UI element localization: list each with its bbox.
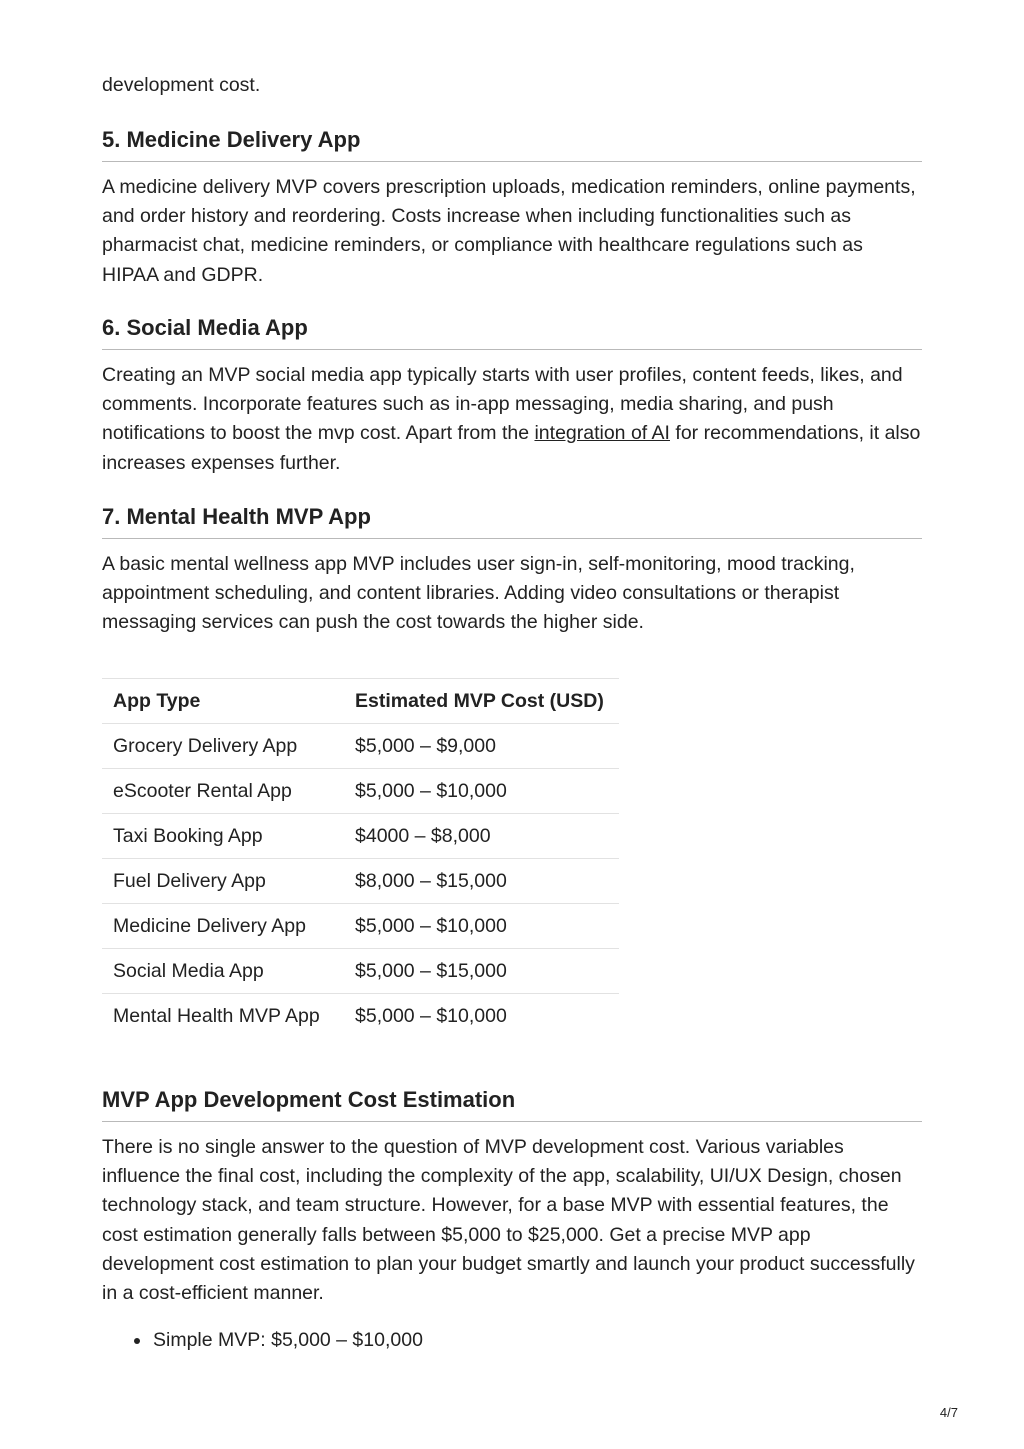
section-title-cost-estimation: MVP App Development Cost Estimation <box>102 1085 922 1122</box>
table-cell-cost: $5,000 – $10,000 <box>344 994 619 1039</box>
table-cell-cost: $5,000 – $10,000 <box>344 769 619 814</box>
section-body-social-media <box>102 361 922 478</box>
table-row <box>102 724 619 769</box>
list-item <box>102 1326 922 1355</box>
table-cell-cost: $8,000 – $15,000 <box>344 859 619 904</box>
table-cell-cost: $5,000 – $10,000 <box>344 904 619 949</box>
table-row <box>102 949 619 994</box>
table-cell-cost: $4000 – $8,000 <box>344 814 619 859</box>
table-header-app-type: App Type <box>102 679 344 724</box>
body-text-before-link: Creating an MVP social media app typically starts with user profiles, content feeds, likes, and comments. Incorporate features such as in-app messaging, media sharing, and push notifications to boost the mvp cost. Apart from the <box>102 364 903 445</box>
cost-bullet-list <box>102 1326 922 1355</box>
intro-text: development cost. <box>102 74 261 96</box>
table-row <box>102 904 619 949</box>
section-body-cost-estimation: There is no single answer to the question of MVP development cost. Various variables influence the final cost, including the complexity of the app, scalability, UI/UX Design, chosen technology stack, and team structure. However, for a base MVP with essential features, the cost estimation generally falls between $5,000 to $25,000. Get a precise MVP app development cost estimation to plan your budget smartly and launch your product successfully in a cost-efficient manner. <box>102 1136 915 1305</box>
section-body-mental-health: A basic mental wellness app MVP includes user sign-in, self-monitoring, mood tracking, appointment scheduling, and content libraries. Adding video consultations or therapist messaging services can push the cost towards the higher side. <box>102 553 855 634</box>
table-row <box>102 994 619 1039</box>
table-cell-app-type: Taxi Booking App <box>102 814 344 859</box>
table-cell-app-type: Medicine Delivery App <box>102 904 344 949</box>
table-header-row <box>102 679 619 724</box>
table-cell-app-type: eScooter Rental App <box>102 769 344 814</box>
body-text-after-link: for recommendations, it also increases expenses further. <box>102 422 921 474</box>
table-header-estimated-cost: Estimated MVP Cost (USD) <box>344 679 619 724</box>
list-item-text: Simple MVP: $5,000 – $10,000 <box>153 1329 423 1351</box>
table-cell-cost: $5,000 – $15,000 <box>344 949 619 994</box>
table-row <box>102 859 619 904</box>
section-body-medicine-delivery: A medicine delivery MVP covers prescription uploads, medication reminders, online payments, and order history and reordering. Costs increase when including functionalities such as pharmacist chat, medicine reminders, or compliance with healthcare regulations such as HIPAA and GDPR. <box>102 176 916 286</box>
integration-of-ai-link[interactable]: integration of AI <box>534 422 670 445</box>
section-title-medicine-delivery: 5. Medicine Delivery App <box>102 125 922 162</box>
section-title-social-media: 6. Social Media App <box>102 313 922 350</box>
table-cell-app-type: Fuel Delivery App <box>102 859 344 904</box>
table-cell-app-type: Mental Health MVP App <box>102 994 344 1039</box>
bullet-icon <box>134 1338 140 1344</box>
page-number: 4/7 <box>939 1405 958 1420</box>
section-title-mental-health: 7. Mental Health MVP App <box>102 502 922 539</box>
table-cell-app-type: Grocery Delivery App <box>102 724 344 769</box>
table-cell-app-type: Social Media App <box>102 949 344 994</box>
table-cell-cost: $5,000 – $9,000 <box>344 724 619 769</box>
table-row <box>102 814 619 859</box>
cost-table <box>102 678 619 1038</box>
table-row <box>102 769 619 814</box>
